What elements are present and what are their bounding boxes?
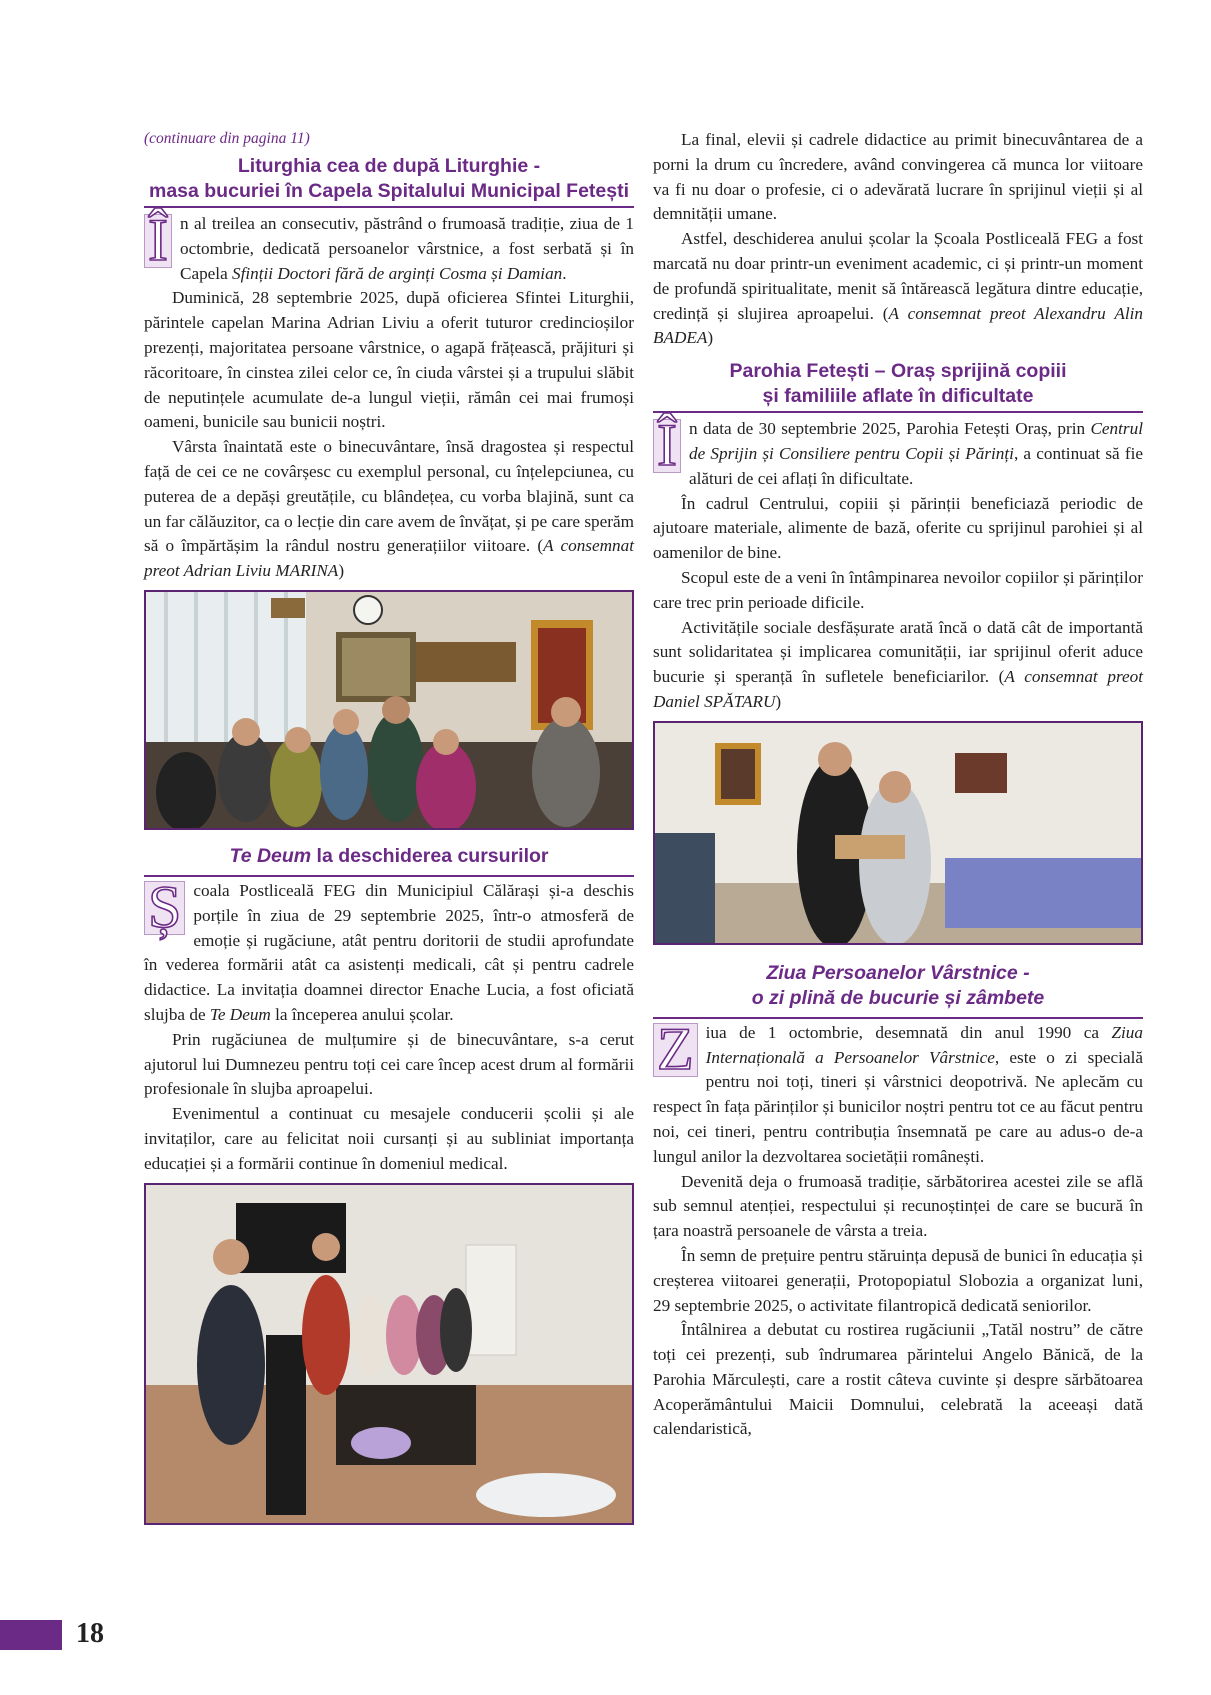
article2-paragraph-2: Prin rugăciunea de mulțumire și de binecuvântare, s-a cerut ajutorul lui Dumnezeu pentru toți cei care încep acest drum al formării profesionale în slujba aproapelui.: [144, 1029, 634, 1099]
article1-paragraph-2: Duminică, 28 septembrie 2025, după oficierea Sfintei Liturghii, părintele capelan Marina Adrian Liviu a oferit tuturor credincioșilor prezenți, majoritatea persoane vârstnice, o agapă frățească, prăjituri și răcoritoare, în cinstea zilei celor ce, în ciuda vârstei și a trupului slăbit de neputințele acumulate de-a lungul vieții, rămân cei mai frumoși oameni, bunicile sau bunicii noștri.: [144, 288, 634, 432]
article4-paragraph-3: În semn de prețuire pentru stăruința depusă de bunici în educația și creșterea viitoarei generații, Protopopiatul Slobozia a organizat luni, 29 septembrie 2025, o activitate filantropică dedicată seniorilor.: [653, 1245, 1143, 1315]
article3-paragraph-2: În cadrul Centrului, copiii și părinții beneficiază periodic de ajutoare materiale, alimente de bază, oferite cu sprijinul parohiei și al oamenilor de bine.: [653, 493, 1143, 563]
article3-title-line2: și familiile aflate în dificultate: [762, 385, 1034, 408]
article2-headline: [144, 844, 634, 871]
dropcap: Ș: [144, 881, 185, 935]
article2-paragraph-3: Evenimentul a continuat cu mesajele conducerii școlii și ale invitaților, care au felicitat noii cursanți și au subliniat importanța educației și a formării continue în domeniul medical.: [144, 1104, 634, 1173]
article1-paragraph-1: Î n al treilea an consecutiv, păstrând o frumoasă tradiție, ziua de 1 octombrie, dedicată persoanelor vârstnice, a fost serbată și în Capela Sfinții Doctori fără de arginți Cosma și Damian.: [144, 212, 634, 286]
right-column: [653, 128, 1143, 1442]
article4-headline: [653, 961, 1143, 1013]
photo-food-aid: [653, 721, 1143, 945]
page-number-bar: [0, 1620, 62, 1650]
continuation-note: (continuare din pagina 11): [144, 130, 310, 147]
dropcap: Î: [144, 214, 172, 268]
article2-continuation-paragraph-2: Astfel, deschiderea anului școlar la Școala Postliceală FEG a fost marcată nu doar printr-un eveniment academic, ci și printr-un moment de profundă spiritualitate, menit să întărească legătura dintre educație, credință și slujirea aproapelui. (A consemnat preot Alexandru Alin BADEA): [653, 229, 1143, 348]
article1-paragraph-3: Vârsta înaintată este o binecuvântare, însă dragostea și respectul față de cei ce ne covârșesc cu exemplul personal, cu înțelepciunea, cu puterea de a depăși greutățile, cu blândețea, cu vorba blajină, sunt ca un far călăuzitor, ca o lecție din care avem de învățat, și pe care sperăm să o împărtășim la rândul nostru generațiilor viitoare. (A consemnat preot Adrian Liviu MARINA): [144, 437, 635, 581]
article2-paragraph-1: Ș coala Postliceală FEG din Municipiul Călărași și-a deschis porțile în ziua de 29 septembrie 2025, într-o atmosferă de emoție și rugăciune, atât pentru doritorii de studii aprofundate în vederea formării atât ca asistenți medicali, cât și pentru cadrele didactice. La invitația doamnei director Enache Lucia, a fost oficiată slujba de Te Deum la începerea anului școlar.: [144, 875, 634, 1028]
article1-title-line1: Liturghia cea de după Liturghie -: [237, 155, 541, 177]
article3-paragraph-1: Î n data de 30 septembrie 2025, Parohia Fetești Oraș, prin Centrul de Sprijin și Consiliere pentru Copii și Părinți, a continuat să fie alături de cei aflați în dificultate.: [653, 417, 1143, 491]
photo-te-deum-service: [144, 1183, 634, 1525]
article1-title-line2: masa bucuriei în Capela Spitalului Municipal Fetești: [148, 180, 630, 202]
article2-title-italic: Te Deum: [229, 844, 312, 867]
article2-title-rest: la deschiderea cursurilor: [311, 844, 549, 867]
article4-title-line2: o zi plină de bucurie și zâmbete: [751, 986, 1045, 1009]
page-number: 18: [76, 1618, 104, 1649]
article3-paragraph-4: Activitățile sociale desfășurate arată încă o dată cât de importantă sunt solidaritatea și implicarea comunității, iar sprijinul oferit aduce bucurie și speranță în sufletele beneficiarilor. (A consemnat preot Daniel SPĂTARU): [653, 617, 1143, 711]
dropcap: Î: [653, 419, 681, 473]
article3-title-line1: Parohia Fetești – Oraș sprijină copiii: [729, 360, 1067, 383]
article4-title-line1: Ziua Persoanelor Vârstnice -: [766, 961, 1030, 984]
article1-headline: [144, 154, 634, 208]
article3-headline: [653, 359, 1143, 413]
article2-continuation-paragraph-1: La final, elevii și cadrele didactice au primit binecuvântarea de a porni la drum cu încredere, având convingerea că munca lor viitoare va fi nu doar o profesie, ci o adevărată lucrare în sprijinul vieții și al demnității umane.: [653, 130, 1143, 224]
dropcap: Z: [653, 1023, 698, 1077]
left-column: [144, 130, 634, 1529]
article4-paragraph-1: Z iua de 1 octombrie, desemnată din anul 1990 ca Ziua Internațională a Persoanelor Vârstnice, este o zi specială pentru noi toți, tineri și vârstnici deopotrivă. Ne aplecăm cu respect în fața părinților și bunicilor noștri pentru tot ce au făcut pentru noi, cei tineri, pentru contribuția însemnată pe care au adus-o de-a lungul anilor la dezvoltarea societății românești.: [653, 1017, 1143, 1170]
article4-paragraph-2: Devenită deja o frumoasă tradiție, sărbătorirea acestei zile se află sub semnul atenției, respectului și recunoștinței de care se bucură în țara noastră persoanele de vârsta a treia.: [653, 1171, 1143, 1241]
article4-paragraph-4: Întâlnirea a debutat cu rostirea rugăciunii „Tatăl nostru” de către toți cei prezenți, sub îndrumarea părintelui Angelo Bănică, de la Parohia Mărculești, care a rostit câteva cuvinte și despre sărbătoarea Acoperământului Maicii Domnului, celebrată la aceeași dată calendaristică,: [653, 1320, 1143, 1439]
article3-paragraph-3: Scopul este de a veni în întâmpinarea nevoilor copiilor și părinților care trec prin perioade dificile.: [653, 567, 1143, 612]
photo-chapel-agape: [144, 590, 634, 830]
